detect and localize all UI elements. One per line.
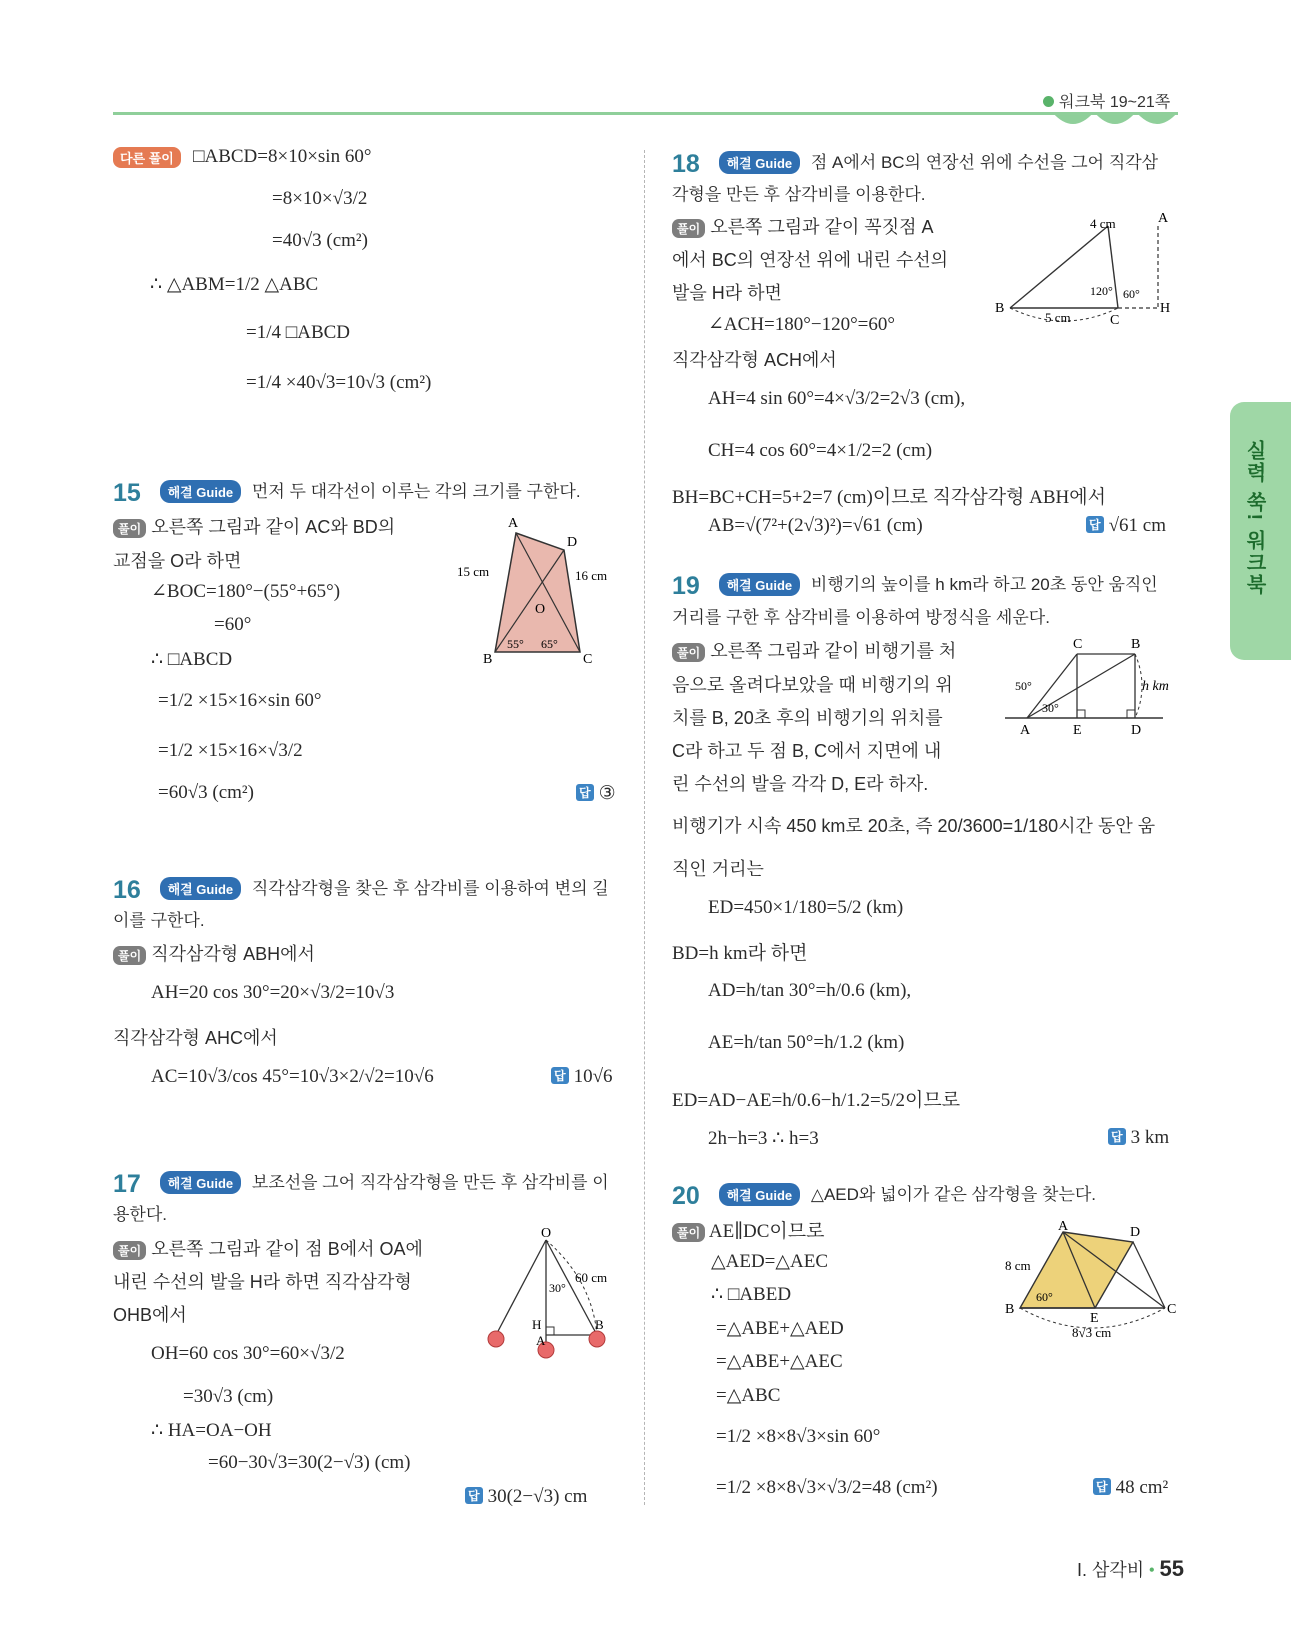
label-B: B xyxy=(483,652,493,665)
p19-line-10: AD=h/tan 30°=h/0.6 (km), xyxy=(708,980,912,1001)
problem-15-header xyxy=(113,477,581,508)
guide-text: △AED와 넓이가 같은 삼각형을 찾는다. xyxy=(810,1185,1097,1204)
label-B: B xyxy=(595,1317,604,1332)
alt14-line-1: □ABCD=8×10×sin 60° xyxy=(193,146,372,167)
answer-badge: 답 xyxy=(551,1067,569,1084)
p20-line-3: ∴ □ABED xyxy=(711,1284,792,1305)
p17-line-4: OH=60 cos 30°=60×√3/2 xyxy=(151,1343,345,1364)
alt14-line-6: =1/4 ×40√3=10√3 (cm²) xyxy=(246,372,432,393)
label-D: D xyxy=(1131,723,1142,738)
p15-line-6: =1/2 ×15×16×sin 60° xyxy=(158,690,322,711)
label-h: h km xyxy=(1142,679,1169,694)
alt14-line-3: =40√3 (cm²) xyxy=(272,230,368,251)
right-angle-d xyxy=(1127,710,1135,718)
solution-badge: 풀이 xyxy=(113,1241,146,1260)
p17-figure xyxy=(480,1225,625,1360)
problem-number: 15 xyxy=(113,479,141,507)
p18-figure xyxy=(990,208,1180,333)
label-60cm: 60 cm xyxy=(575,1270,608,1285)
p20-answer: 답 48 cm² xyxy=(1093,1477,1168,1499)
label-A: A xyxy=(1058,1220,1069,1234)
p20-line-4: =△ABE+△AED xyxy=(716,1318,844,1339)
right-angle-mark xyxy=(546,1327,554,1335)
p18-line-1: 풀이 오른쪽 그림과 같이 꼭짓점 A xyxy=(672,213,933,239)
brace-h xyxy=(1135,654,1142,718)
label-65deg: 65° xyxy=(541,637,558,651)
p20-line-1: 풀이 AE∥DC이므로 xyxy=(672,1216,824,1243)
label-60deg: 60° xyxy=(1036,1290,1053,1304)
problem-number: 20 xyxy=(672,1182,700,1210)
p15-figure xyxy=(455,510,630,665)
page-footer xyxy=(1077,1556,1184,1582)
chapter-label: I. 삼각비 xyxy=(1077,1560,1145,1580)
p18-line-9: AB=√(7²+(2√3)²)=√61 (cm) xyxy=(708,515,923,536)
problem-number: 18 xyxy=(672,150,700,178)
guide-text-cont: 이를 구한다. xyxy=(113,911,205,930)
label-B: B xyxy=(995,301,1005,316)
answer-badge: 답 xyxy=(576,784,594,801)
alt-solution-badge: 다른 풀이 xyxy=(113,147,181,168)
problem-16-header xyxy=(113,874,609,905)
problem-17-header xyxy=(113,1168,609,1199)
solution-badge: 풀이 xyxy=(672,643,705,662)
label-O: O xyxy=(535,602,546,617)
answer-badge: 답 xyxy=(1086,516,1104,533)
page-number: 55 xyxy=(1159,1556,1184,1581)
guide-text: 직각삼각형을 찾은 후 삼각비를 이용하여 변의 길 xyxy=(251,879,609,898)
p18-line-3: 발을 H라 하면 xyxy=(672,283,782,303)
p15-line-4: =60° xyxy=(214,614,252,635)
label-O: O xyxy=(541,1226,552,1241)
p16-line-1: 풀이 직각삼각형 ABH에서 xyxy=(113,940,315,966)
p18-line-8: BH=BC+CH=5+2=7 (cm)이므로 직각삼각형 ABH에서 xyxy=(672,487,1106,508)
p19-answer: 답 3 km xyxy=(1108,1127,1169,1149)
p18-line-2: 에서 BC의 연장선 위에 내린 수선의 xyxy=(672,250,949,270)
label-4cm: 4 cm xyxy=(1090,216,1116,231)
guide-text: 먼저 두 대각선이 이루는 각의 크기를 구한다. xyxy=(251,482,581,501)
label-C: C xyxy=(1167,1302,1177,1317)
problem-19-header xyxy=(672,570,1158,601)
label-15cm: 15 cm xyxy=(457,564,490,579)
ball-left xyxy=(488,1331,504,1347)
p20-line-5: =△ABE+△AEC xyxy=(716,1351,843,1372)
bullet-icon xyxy=(1043,96,1054,107)
p16-line-4: AC=10√3/cos 45°=10√3×2/√2=10√6 xyxy=(151,1066,434,1087)
header-decoration xyxy=(1052,112,1178,134)
label-B: B xyxy=(1131,637,1141,652)
label-A: A xyxy=(1158,211,1169,226)
p20-figure xyxy=(1000,1220,1185,1340)
ball-b xyxy=(589,1331,605,1347)
p16-line-2: AH=20 cos 30°=20×√3/2=10√3 xyxy=(151,982,395,1003)
guide-badge: 해결 Guide xyxy=(160,877,242,900)
guide-badge: 해결 Guide xyxy=(160,480,242,503)
p15-line-7: =1/2 ×15×16×√3/2 xyxy=(158,740,303,761)
header-rule xyxy=(113,112,1178,115)
problem-number: 16 xyxy=(113,876,141,904)
p17-line-5: =30√3 (cm) xyxy=(183,1386,274,1407)
label-8root3cm: 8√3 cm xyxy=(1072,1325,1112,1340)
p17-line-1: 풀이 오른쪽 그림과 같이 점 B에서 OA에 xyxy=(113,1235,423,1261)
p17-line-6: ∴ HA=OA−OH xyxy=(151,1420,272,1441)
label-D: D xyxy=(1130,1225,1141,1240)
label-E: E xyxy=(1090,1311,1099,1326)
guide-badge: 해결 Guide xyxy=(160,1171,242,1194)
problem-number: 19 xyxy=(672,572,700,600)
p19-line-7: 직인 거리는 xyxy=(672,859,764,879)
label-A: A xyxy=(1020,723,1031,738)
p17-line-3: OHB에서 xyxy=(113,1305,187,1325)
label-D: D xyxy=(567,535,578,550)
p15-line-8: =60√3 (cm²) xyxy=(158,782,254,803)
guide-text: 비행기의 높이를 h km라 하고 20초 동안 움직인 xyxy=(810,575,1158,594)
p19-figure xyxy=(1005,632,1185,742)
problem-18-header xyxy=(672,148,1158,179)
p19-line-4: C라 하고 두 점 B, C에서 지면에 내 xyxy=(672,741,942,761)
alt14-line-5: =1/4 □ABCD xyxy=(246,322,351,343)
p15-line-5: ∴ □ABCD xyxy=(151,649,233,670)
alt14-line-4: ∴ △ABM=1/2 △ABC xyxy=(150,274,319,295)
p19-line-9: BD=h km라 하면 xyxy=(672,943,808,964)
label-C: C xyxy=(583,652,593,665)
answer-badge: 답 xyxy=(465,1487,483,1504)
p18-line-5: 직각삼각형 ACH에서 xyxy=(672,350,837,370)
guide-text: 점 A에서 BC의 연장선 위에 수선을 그어 직각삼 xyxy=(810,153,1159,172)
p19-line-12: ED=AD−AE=h/0.6−h/1.2=5/2이므로 xyxy=(672,1090,961,1111)
p19-line-8: ED=450×1/180=5/2 (km) xyxy=(708,897,904,918)
solution-badge: 풀이 xyxy=(672,1223,705,1242)
solution-badge: 풀이 xyxy=(113,946,146,965)
p19-line-2: 음으로 올려다보았을 때 비행기의 위 xyxy=(672,675,953,695)
guide-badge: 해결 Guide xyxy=(719,151,801,174)
solution-badge: 풀이 xyxy=(672,219,705,238)
guide-badge: 해결 Guide xyxy=(719,1183,801,1206)
workbook-reference: 워크북 19~21쪽 xyxy=(1043,89,1170,112)
guide-text: 보조선을 그어 직각삼각형을 만든 후 삼각비를 이 xyxy=(251,1173,609,1192)
line-dc xyxy=(1133,1242,1165,1308)
p20-line-2: △AED=△AEC xyxy=(711,1251,828,1272)
p17-line-2: 내린 수선의 발을 H라 하면 직각삼각형 xyxy=(113,1272,412,1292)
footer-dot: • xyxy=(1148,1560,1155,1580)
p19-line-3: 치를 B, 20초 후의 비행기의 위치를 xyxy=(672,708,943,728)
p20-line-7: =1/2 ×8×8√3×sin 60° xyxy=(716,1426,881,1447)
guide-badge: 해결 Guide xyxy=(719,573,801,596)
p15-line-3: ∠BOC=180°−(55°+65°) xyxy=(151,581,341,602)
p18-line-7: CH=4 cos 60°=4×1/2=2 (cm) xyxy=(708,440,933,461)
p20-line-6: =△ABC xyxy=(716,1385,781,1406)
problem-number: 17 xyxy=(113,1170,141,1198)
problem-20-header xyxy=(672,1180,1096,1211)
label-120deg: 120° xyxy=(1090,284,1113,298)
solution-badge: 풀이 xyxy=(113,519,146,538)
p17-answer: 답 30(2−√3) cm xyxy=(465,1486,587,1508)
label-H: H xyxy=(1160,301,1171,316)
label-60deg: 60° xyxy=(1123,287,1140,301)
label-5cm: 5 cm xyxy=(1045,310,1071,325)
p15-answer: 답 ③ xyxy=(576,782,616,805)
alt-solution-block xyxy=(113,147,181,169)
guide-text-cont: 각형을 만든 후 삼각비를 이용한다. xyxy=(672,185,926,204)
label-16cm: 16 cm xyxy=(575,568,608,583)
label-A: A xyxy=(536,1333,546,1348)
p19-line-13: 2h−h=3 ∴ h=3 xyxy=(708,1128,819,1149)
p19-line-1: 풀이 오른쪽 그림과 같이 비행기를 처 xyxy=(672,637,956,663)
p16-line-3: 직각삼각형 AHC에서 xyxy=(113,1028,278,1048)
right-angle-e xyxy=(1077,710,1085,718)
answer-badge: 답 xyxy=(1108,1128,1126,1145)
label-E: E xyxy=(1073,723,1082,738)
p19-line-11: AE=h/tan 50°=h/1.2 (km) xyxy=(708,1032,905,1053)
side-tab-label: 실력 쑥! 워크북 xyxy=(1243,440,1265,596)
label-30deg: 30° xyxy=(1042,701,1059,715)
answer-badge: 답 xyxy=(1093,1478,1111,1495)
p18-answer: 답 √61 cm xyxy=(1086,515,1166,537)
p19-line-6: 비행기가 시속 450 km로 20초, 즉 20/3600=1/180시간 동안 움 xyxy=(672,816,1156,836)
label-B: B xyxy=(1005,1302,1015,1317)
guide-text-cont: 거리를 구한 후 삼각비를 이용하여 방정식을 세운다. xyxy=(672,608,1050,627)
label-55deg: 55° xyxy=(507,637,524,651)
column-divider xyxy=(644,150,645,1505)
p18-line-4: ∠ACH=180°−120°=60° xyxy=(708,314,895,335)
label-A: A xyxy=(508,516,519,531)
label-C: C xyxy=(1110,313,1120,328)
p17-line-7: =60−30√3=30(2−√3) (cm) xyxy=(208,1452,411,1473)
label-50deg: 50° xyxy=(1015,679,1032,693)
label-8cm: 8 cm xyxy=(1005,1258,1031,1273)
p15-line-2: 교점을 O라 하면 xyxy=(113,551,242,571)
label-C: C xyxy=(1073,637,1083,652)
p18-line-6: AH=4 sin 60°=4×√3/2=2√3 (cm), xyxy=(708,388,966,409)
guide-text-cont: 용한다. xyxy=(113,1205,167,1224)
p16-answer: 답 10√6 xyxy=(551,1066,613,1088)
label-30deg: 30° xyxy=(549,1281,566,1295)
p19-line-5: 린 수선의 발을 각각 D, E라 하자. xyxy=(672,774,929,794)
p15-line-1: 풀이 오른쪽 그림과 같이 AC와 BD의 xyxy=(113,513,395,539)
alt14-line-2: =8×10×√3/2 xyxy=(272,188,368,209)
p20-line-8: =1/2 ×8×8√3×√3/2=48 (cm²) xyxy=(716,1477,938,1498)
label-H: H xyxy=(532,1317,542,1332)
